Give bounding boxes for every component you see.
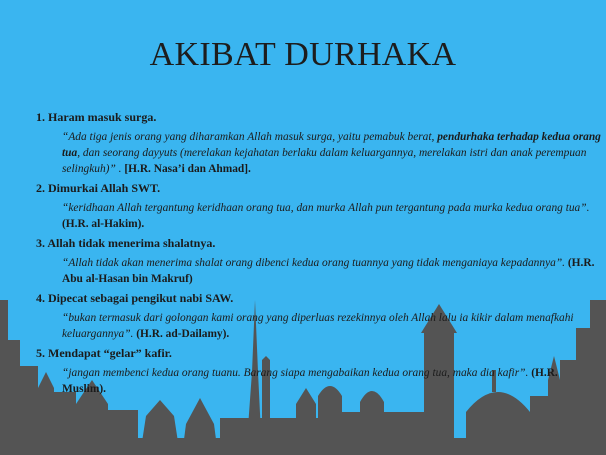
hadith-reference: (H.R. ad-Dailamy). — [136, 328, 230, 340]
list-item — [36, 181, 602, 232]
item-heading: 2. Dimurkai Allah SWT. — [36, 181, 161, 195]
list-item — [36, 291, 602, 342]
quote-text: “jangan membenci kedua orang tuanu. Barang siapa mengabaikan kedua orang tua, maka dia kafir”. — [62, 367, 532, 379]
hadith-reference: [H.R. Nasa’i dan Ahmad]. — [124, 163, 251, 175]
item-quote — [62, 129, 602, 177]
list-item — [36, 346, 602, 397]
quote-text: “keridhaan Allah tergantung keridhaan orang tua, dan murka Allah pun tergantung pada murka kedua orang tua”. — [62, 202, 590, 214]
hadith-reference: (H.R. Abu al-Hasan bin Makruf) — [62, 257, 595, 285]
item-heading: 3. Allah tidak menerima shalatnya. — [36, 236, 216, 250]
item-quote — [62, 365, 602, 397]
quote-text: “Ada tiga jenis orang yang diharamkan Allah masuk surga, yaitu pemabuk berat, — [62, 131, 438, 143]
hadith-reference: (H.R. Muslim). — [62, 367, 558, 395]
slide-title: AKIBAT DURHAKA — [149, 36, 457, 73]
hadith-reference: (H.R. al-Hakim). — [62, 218, 145, 230]
content-list — [36, 110, 602, 401]
quote-text: , dan seorang dayyuts (merelakan kejahatan berlaku dalam keluargannya, merelakan istri dan anak perempuan selingkuh)” . — [62, 147, 587, 175]
item-quote — [62, 255, 602, 287]
item-heading: 4. Dipecat sebagai pengikut nabi SAW. — [36, 291, 234, 305]
quote-text: “Allah tidak akan menerima shalat orang dibenci kedua orang tuannya yang tidak menganiaya kepadannya”. — [62, 257, 568, 269]
list-item — [36, 236, 602, 287]
item-quote — [62, 200, 602, 232]
quote-emphasis: pendurhaka terhadap kedua orang tua — [62, 131, 601, 159]
quote-text: “bukan termasuk dari golongan kami orang yang diperluas rezekinnya oleh Allah lalu ia kikir dalam menafkahi keluargannya”. — [62, 312, 574, 340]
item-heading: 5. Mendapat “gelar” kafir. — [36, 346, 172, 360]
item-heading: 1. Haram masuk surga. — [36, 110, 157, 124]
list-item — [36, 110, 602, 177]
item-quote — [62, 310, 602, 342]
